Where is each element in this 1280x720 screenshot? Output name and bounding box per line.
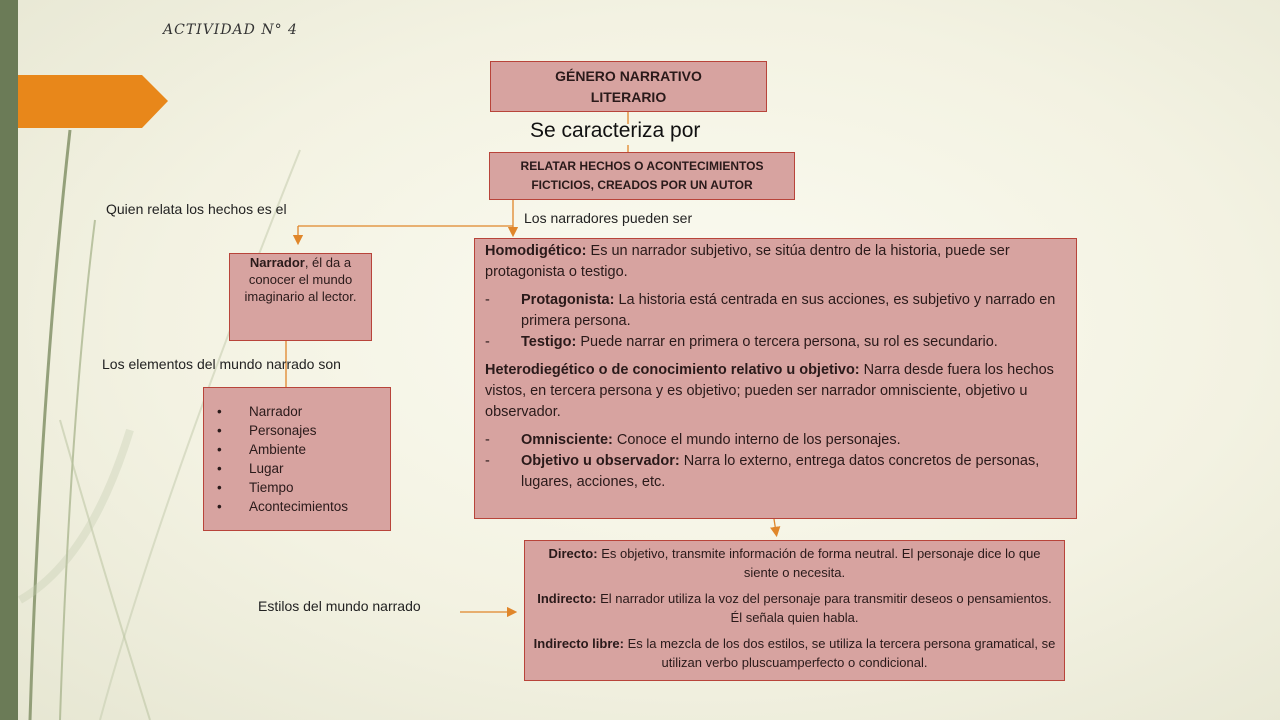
libre-title: Indirecto libre: [533, 636, 624, 651]
list-item: • Ambiente [249, 440, 390, 459]
list-item: • Lugar [249, 459, 390, 478]
testigo-item [485, 332, 1066, 353]
genero-narrativo-box [490, 61, 767, 112]
libre-text: Es la mezcla de los dos estilos, se utiliza la tercera persona gramatical, se utilizan verbo pluscuamperfecto o condicional. [623, 636, 1056, 670]
protagonista-item [485, 290, 1066, 332]
dash-bullet: - [485, 453, 490, 469]
testigo-text: Puede narrar en primera o tercera persona, su rol es secundario. [576, 334, 998, 350]
directo-text: Es objetivo, transmite información de forma neutral. El personaje dice lo que siente o necesita. [597, 546, 1041, 580]
libre-paragraph [533, 634, 1056, 672]
hetero-paragraph [485, 360, 1066, 423]
objetivo-text: Narra lo externo, entrega datos concretos de personas, lugares, acciones, etc. [521, 453, 1040, 490]
objetivo-item [485, 451, 1066, 493]
genero-line2: LITERARIO [590, 89, 667, 105]
elementos-list [204, 402, 390, 516]
hetero-title: Heterodiegético o de conocimiento relativo u objetivo: [485, 362, 860, 378]
relatar-hechos-box [489, 152, 795, 200]
objetivo-title: Objetivo u observador: [521, 453, 680, 469]
relatar-line1: RELATAR HECHOS O ACONTECIMIENTOS [520, 159, 764, 173]
list-item: • Acontecimientos [249, 497, 390, 516]
directo-paragraph [533, 544, 1056, 582]
genero-line1: GÉNERO NARRATIVO [555, 68, 702, 84]
narrador-text: , él da a conocer el mundo imaginario al lector. [244, 255, 357, 304]
activity-title: ACTIVIDAD N° 4 [163, 22, 298, 38]
caracteriza-label: Se caracteriza por [530, 119, 701, 142]
protagonista-title: Protagonista: [521, 292, 615, 308]
quien-relata-label: Quien relata los hechos es el [106, 201, 287, 217]
homo-paragraph [485, 241, 1066, 283]
elementos-box [203, 387, 391, 531]
omnisciente-text: Conoce el mundo interno de los personajes. [612, 432, 901, 448]
estilos-label: Estilos del mundo narrado [258, 598, 421, 614]
list-item: • Personajes [249, 421, 390, 440]
omnisciente-title: Omnisciente: [521, 432, 613, 448]
hetero-text: Narra desde fuera los hechos vistos, en tercera persona y es objetivo; pueden ser narrador omnisciente, objetivo u observador. [485, 362, 1054, 420]
indirecto-text: El narrador utiliza la voz del personaje para transmitir deseos o pensamientos. Él señala quien habla. [596, 591, 1052, 625]
list-item: • Tiempo [249, 478, 390, 497]
indirecto-paragraph [533, 589, 1056, 627]
omnisciente-item [485, 430, 1066, 451]
elementos-label: Los elementos del mundo narrado son [102, 356, 341, 372]
dash-bullet: - [485, 432, 490, 448]
dash-bullet: - [485, 292, 490, 308]
testigo-title: Testigo: [521, 334, 577, 350]
protagonista-text: La historia está centrada en sus acciones, es subjetivo y narrado en primera persona. [521, 292, 1056, 329]
list-item: • Narrador [249, 402, 390, 421]
homo-text: Es un narrador subjetivo, se sitúa dentro de la historia, puede ser protagonista o testigo. [485, 243, 1010, 280]
narradores-label: Los narradores pueden ser [524, 210, 693, 226]
directo-title: Directo: [548, 546, 598, 561]
dash-bullet: - [485, 334, 490, 350]
homo-title: Homodigético: [485, 243, 587, 259]
relatar-line2: FICTICIOS, CREADOS POR UN AUTOR [531, 178, 753, 192]
estilos-box [524, 540, 1065, 681]
tipos-narrador-box [474, 238, 1077, 519]
indirecto-title: Indirecto: [537, 591, 597, 606]
narrador-bold: Narrador [249, 255, 305, 270]
narrador-box [229, 253, 372, 341]
